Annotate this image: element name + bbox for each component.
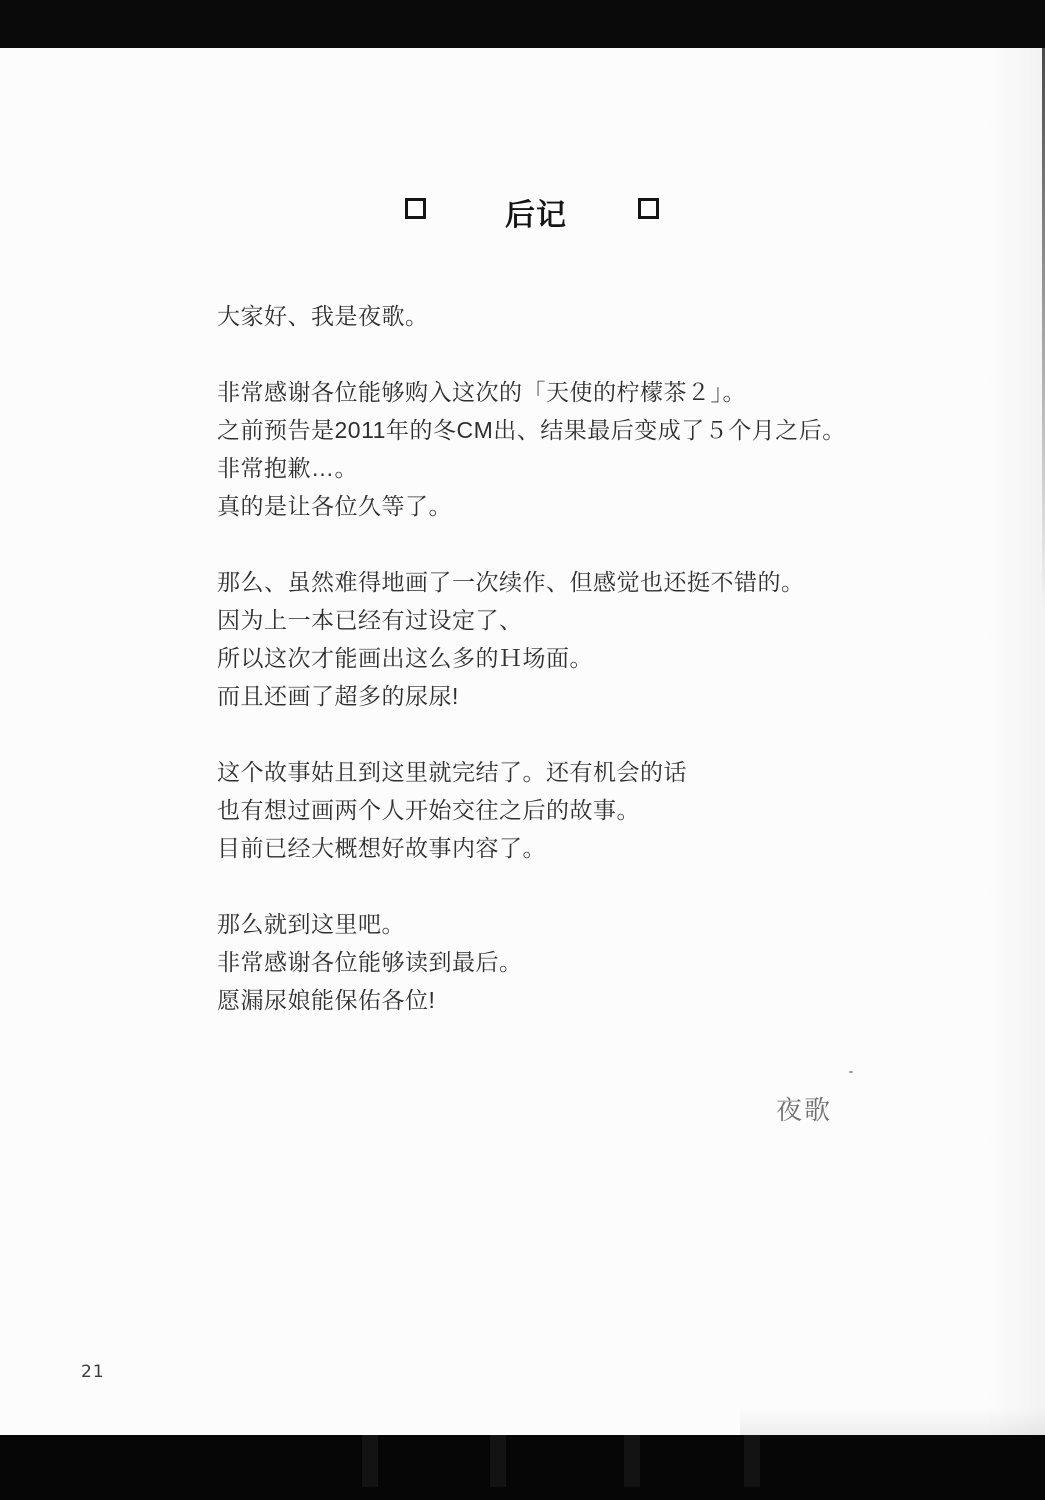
author-signature: 夜歌 <box>776 1095 833 1125</box>
afterword-text <box>217 297 937 1019</box>
afterword-line: 大家好、我是夜歌。 <box>217 303 429 329</box>
paragraph-thanks <box>217 373 937 525</box>
afterword-line: 那么就到这里吧。 <box>217 911 405 937</box>
scan-artifact <box>490 1435 506 1487</box>
afterword-line: 非常感谢各位能够购入这次的「天使的柠檬茶２」。 <box>217 379 746 405</box>
afterword-line: 而且还画了超多的尿尿! <box>217 683 459 709</box>
afterword-line: 因为上一本已经有过设定了、 <box>217 607 523 633</box>
scan-right-shading <box>985 48 1045 1435</box>
afterword-line: 目前已经大概想好故事内容了。 <box>217 835 546 861</box>
scan-artifact <box>624 1435 640 1487</box>
scan-bottom-shading <box>740 1408 1045 1435</box>
scan-artifact <box>744 1435 760 1487</box>
scan-speck <box>849 1071 853 1073</box>
afterword-line: 那么、虽然难得地画了一次续作、但感觉也还挺不错的。 <box>217 569 805 595</box>
scan-bottom-border <box>0 1435 1045 1500</box>
afterword-line: 也有想过画两个人开始交往之后的故事。 <box>217 797 640 823</box>
afterword-line: 非常抱歉…。 <box>217 455 358 481</box>
scan-top-border <box>0 0 1045 48</box>
page-title: 后记 <box>505 199 567 232</box>
afterword-line: 真的是让各位久等了。 <box>217 493 452 519</box>
afterword-line: 愿漏尿娘能保佑各位! <box>217 987 436 1013</box>
paragraph-farewell <box>217 905 937 1019</box>
page-number: 21 <box>81 1362 105 1382</box>
paragraph-story-end <box>217 753 937 867</box>
title-square-left-icon <box>405 198 426 219</box>
paragraph-greeting <box>217 297 937 335</box>
afterword-line: 非常感谢各位能够读到最后。 <box>217 949 523 975</box>
paragraph-sequel <box>217 563 937 715</box>
title-square-right-icon <box>638 198 659 219</box>
afterword-line: 所以这次才能画出这么多的Ｈ场面。 <box>217 645 593 671</box>
scan-artifact <box>362 1435 378 1487</box>
afterword-line: 这个故事姑且到这里就完结了。还有机会的话 <box>217 759 687 785</box>
afterword-line: 之前预告是2011年的冬CM出、结果最后变成了５个月之后。 <box>217 417 846 443</box>
title-row <box>0 190 1045 230</box>
